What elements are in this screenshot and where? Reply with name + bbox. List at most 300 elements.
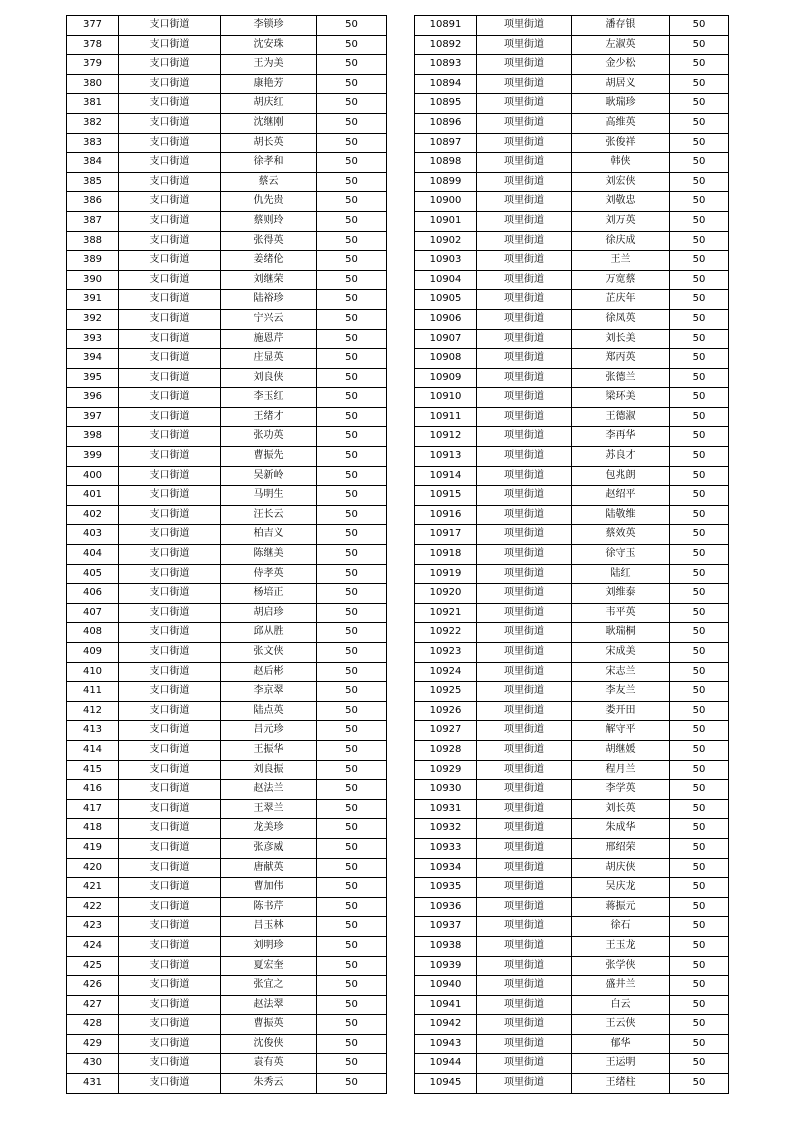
amount-cell: 50	[670, 74, 729, 94]
row-number-cell: 401	[67, 486, 119, 506]
table-row	[415, 231, 729, 251]
table-row	[415, 466, 729, 486]
table-row	[415, 995, 729, 1015]
amount-cell: 50	[317, 505, 387, 525]
amount-cell: 50	[670, 995, 729, 1015]
street-cell: 项里街道	[477, 976, 572, 996]
amount-cell: 50	[317, 936, 387, 956]
table-row	[415, 799, 729, 819]
amount-cell: 50	[670, 113, 729, 133]
amount-cell: 50	[317, 564, 387, 584]
name-cell: 刘长美	[572, 329, 670, 349]
amount-cell: 50	[670, 525, 729, 545]
street-cell: 支口街道	[119, 427, 221, 447]
street-cell: 支口街道	[119, 701, 221, 721]
name-cell: 王德淑	[572, 407, 670, 427]
street-cell: 支口街道	[119, 799, 221, 819]
amount-cell: 50	[670, 721, 729, 741]
amount-cell: 50	[317, 525, 387, 545]
amount-cell: 50	[670, 1074, 729, 1094]
amount-cell: 50	[670, 1034, 729, 1054]
amount-cell: 50	[670, 133, 729, 153]
row-number-cell: 383	[67, 133, 119, 153]
row-number-cell: 425	[67, 956, 119, 976]
amount-cell: 50	[670, 192, 729, 212]
row-number-cell: 10926	[415, 701, 477, 721]
name-cell: 蔡效英	[572, 525, 670, 545]
table-row	[67, 545, 387, 565]
name-cell: 施恩芹	[221, 329, 317, 349]
table-row	[415, 113, 729, 133]
name-cell: 韩侠	[572, 153, 670, 173]
amount-cell: 50	[670, 172, 729, 192]
name-cell: 陆裕珍	[221, 290, 317, 310]
table-row	[67, 760, 387, 780]
table-row	[67, 74, 387, 94]
amount-cell: 50	[317, 192, 387, 212]
amount-cell: 50	[317, 74, 387, 94]
name-cell: 杨培正	[221, 584, 317, 604]
name-cell: 郑丙英	[572, 349, 670, 369]
row-number-cell: 393	[67, 329, 119, 349]
row-number-cell: 10895	[415, 94, 477, 114]
table-row	[415, 427, 729, 447]
street-cell: 支口街道	[119, 94, 221, 114]
amount-cell: 50	[317, 643, 387, 663]
name-cell: 唐献英	[221, 858, 317, 878]
table-row	[415, 1034, 729, 1054]
street-cell: 项里街道	[477, 447, 572, 467]
amount-cell: 50	[317, 133, 387, 153]
table-row	[67, 838, 387, 858]
row-number-cell: 10913	[415, 447, 477, 467]
name-cell: 陈继美	[221, 545, 317, 565]
row-number-cell: 390	[67, 270, 119, 290]
street-cell: 项里街道	[477, 349, 572, 369]
name-cell: 胡庆侠	[572, 858, 670, 878]
table-row	[67, 1074, 387, 1094]
table-row	[415, 760, 729, 780]
street-cell: 支口街道	[119, 760, 221, 780]
amount-cell: 50	[670, 16, 729, 36]
name-cell: 张得英	[221, 231, 317, 251]
name-cell: 刘敬忠	[572, 192, 670, 212]
street-cell: 项里街道	[477, 545, 572, 565]
name-cell: 沈继刚	[221, 113, 317, 133]
amount-cell: 50	[317, 35, 387, 55]
table-row	[67, 682, 387, 702]
row-number-cell: 10944	[415, 1054, 477, 1074]
row-number-cell: 427	[67, 995, 119, 1015]
name-cell: 徐孝和	[221, 153, 317, 173]
street-cell: 项里街道	[477, 662, 572, 682]
name-cell: 仇先贵	[221, 192, 317, 212]
amount-cell: 50	[670, 349, 729, 369]
amount-cell: 50	[670, 545, 729, 565]
name-cell: 王振华	[221, 740, 317, 760]
table-row	[67, 388, 387, 408]
row-number-cell: 419	[67, 838, 119, 858]
street-cell: 项里街道	[477, 211, 572, 231]
street-cell: 项里街道	[477, 329, 572, 349]
amount-cell: 50	[670, 878, 729, 898]
row-number-cell: 389	[67, 251, 119, 271]
name-cell: 程月兰	[572, 760, 670, 780]
row-number-cell: 10945	[415, 1074, 477, 1094]
row-number-cell: 10928	[415, 740, 477, 760]
amount-cell: 50	[317, 113, 387, 133]
street-cell: 项里街道	[477, 799, 572, 819]
table-row	[67, 643, 387, 663]
row-number-cell: 10921	[415, 603, 477, 623]
name-cell: 梁环美	[572, 388, 670, 408]
name-cell: 邢绍荣	[572, 838, 670, 858]
street-cell: 支口街道	[119, 329, 221, 349]
row-number-cell: 10912	[415, 427, 477, 447]
row-number-cell: 377	[67, 16, 119, 36]
row-number-cell: 421	[67, 878, 119, 898]
table-row	[67, 603, 387, 623]
table-row	[415, 447, 729, 467]
table-row	[67, 407, 387, 427]
street-cell: 项里街道	[477, 760, 572, 780]
street-cell: 支口街道	[119, 936, 221, 956]
name-cell: 耿瑞珍	[572, 94, 670, 114]
table-row	[415, 780, 729, 800]
name-cell: 龙美珍	[221, 819, 317, 839]
row-number-cell: 420	[67, 858, 119, 878]
row-number-cell: 402	[67, 505, 119, 525]
name-cell: 王绪才	[221, 407, 317, 427]
name-cell: 白云	[572, 995, 670, 1015]
name-cell: 万宽蔡	[572, 270, 670, 290]
street-cell: 项里街道	[477, 838, 572, 858]
street-cell: 支口街道	[119, 956, 221, 976]
row-number-cell: 382	[67, 113, 119, 133]
street-cell: 项里街道	[477, 819, 572, 839]
row-number-cell: 10900	[415, 192, 477, 212]
table-row	[415, 878, 729, 898]
row-number-cell: 10909	[415, 368, 477, 388]
name-cell: 李锁珍	[221, 16, 317, 36]
street-cell: 支口街道	[119, 995, 221, 1015]
row-number-cell: 392	[67, 309, 119, 329]
row-number-cell: 430	[67, 1054, 119, 1074]
table-row	[67, 55, 387, 75]
table-row	[415, 936, 729, 956]
street-cell: 项里街道	[477, 309, 572, 329]
street-cell: 项里街道	[477, 55, 572, 75]
table-row	[67, 780, 387, 800]
street-cell: 项里街道	[477, 35, 572, 55]
name-cell: 张功英	[221, 427, 317, 447]
table-row	[415, 897, 729, 917]
amount-cell: 50	[317, 153, 387, 173]
table-row	[67, 721, 387, 741]
table-row	[67, 1034, 387, 1054]
amount-cell: 50	[317, 427, 387, 447]
amount-cell: 50	[670, 368, 729, 388]
row-number-cell: 10925	[415, 682, 477, 702]
street-cell: 项里街道	[477, 231, 572, 251]
row-number-cell: 10918	[415, 545, 477, 565]
street-cell: 支口街道	[119, 603, 221, 623]
table-row	[415, 643, 729, 663]
street-cell: 项里街道	[477, 1015, 572, 1035]
name-cell: 胡继媛	[572, 740, 670, 760]
amount-cell: 50	[317, 858, 387, 878]
table-row	[415, 701, 729, 721]
street-cell: 项里街道	[477, 153, 572, 173]
row-number-cell: 10902	[415, 231, 477, 251]
amount-cell: 50	[670, 799, 729, 819]
table-row	[67, 976, 387, 996]
street-cell: 项里街道	[477, 1074, 572, 1094]
row-number-cell: 416	[67, 780, 119, 800]
row-number-cell: 10934	[415, 858, 477, 878]
name-cell: 郁华	[572, 1034, 670, 1054]
amount-cell: 50	[670, 447, 729, 467]
street-cell: 支口街道	[119, 525, 221, 545]
street-cell: 支口街道	[119, 1074, 221, 1094]
row-number-cell: 400	[67, 466, 119, 486]
name-cell: 胡启珍	[221, 603, 317, 623]
row-number-cell: 10906	[415, 309, 477, 329]
table-row	[415, 623, 729, 643]
street-cell: 项里街道	[477, 623, 572, 643]
table-row	[67, 858, 387, 878]
street-cell: 项里街道	[477, 564, 572, 584]
street-cell: 支口街道	[119, 858, 221, 878]
name-cell: 王兰	[572, 251, 670, 271]
name-cell: 吴庆龙	[572, 878, 670, 898]
street-cell: 支口街道	[119, 153, 221, 173]
street-cell: 支口街道	[119, 878, 221, 898]
street-cell: 项里街道	[477, 251, 572, 271]
amount-cell: 50	[670, 603, 729, 623]
street-cell: 支口街道	[119, 780, 221, 800]
name-cell: 刘万英	[572, 211, 670, 231]
street-cell: 项里街道	[477, 897, 572, 917]
table-row	[415, 74, 729, 94]
name-cell: 刘长英	[572, 799, 670, 819]
row-number-cell: 411	[67, 682, 119, 702]
street-cell: 支口街道	[119, 407, 221, 427]
street-cell: 项里街道	[477, 368, 572, 388]
row-number-cell: 10905	[415, 290, 477, 310]
street-cell: 支口街道	[119, 819, 221, 839]
amount-cell: 50	[670, 329, 729, 349]
table-row	[67, 995, 387, 1015]
table-row	[67, 740, 387, 760]
name-cell: 张宜之	[221, 976, 317, 996]
table-row	[415, 956, 729, 976]
amount-cell: 50	[670, 427, 729, 447]
row-number-cell: 386	[67, 192, 119, 212]
name-cell: 张德兰	[572, 368, 670, 388]
name-cell: 吕元珍	[221, 721, 317, 741]
amount-cell: 50	[670, 858, 729, 878]
name-cell: 胡庆红	[221, 94, 317, 114]
table-row	[415, 917, 729, 937]
amount-cell: 50	[317, 819, 387, 839]
row-number-cell: 396	[67, 388, 119, 408]
amount-cell: 50	[317, 878, 387, 898]
table-row	[415, 1054, 729, 1074]
table-row	[415, 545, 729, 565]
name-cell: 宋成美	[572, 643, 670, 663]
street-cell: 支口街道	[119, 349, 221, 369]
name-cell: 王运明	[572, 1054, 670, 1074]
row-number-cell: 10932	[415, 819, 477, 839]
name-cell: 李再华	[572, 427, 670, 447]
street-cell: 支口街道	[119, 466, 221, 486]
table-row	[415, 270, 729, 290]
row-number-cell: 431	[67, 1074, 119, 1094]
amount-cell: 50	[670, 682, 729, 702]
name-cell: 芷庆年	[572, 290, 670, 310]
table-row	[415, 211, 729, 231]
street-cell: 支口街道	[119, 505, 221, 525]
amount-cell: 50	[317, 94, 387, 114]
row-number-cell: 394	[67, 349, 119, 369]
table-row	[415, 1074, 729, 1094]
row-number-cell: 414	[67, 740, 119, 760]
table-row	[415, 309, 729, 329]
name-cell: 赵后彬	[221, 662, 317, 682]
name-cell: 蔡云	[221, 172, 317, 192]
amount-cell: 50	[670, 270, 729, 290]
amount-cell: 50	[317, 1034, 387, 1054]
row-number-cell: 407	[67, 603, 119, 623]
amount-cell: 50	[670, 917, 729, 937]
amount-cell: 50	[317, 290, 387, 310]
row-number-cell: 10936	[415, 897, 477, 917]
table-row	[415, 153, 729, 173]
table-row	[415, 584, 729, 604]
table-row	[415, 1015, 729, 1035]
table-row	[67, 662, 387, 682]
name-cell: 徐凤英	[572, 309, 670, 329]
table-row	[67, 799, 387, 819]
row-number-cell: 397	[67, 407, 119, 427]
row-number-cell: 10930	[415, 780, 477, 800]
row-number-cell: 10914	[415, 466, 477, 486]
table-row	[67, 466, 387, 486]
table-row	[67, 192, 387, 212]
table-row	[67, 329, 387, 349]
name-cell: 曹振英	[221, 1015, 317, 1035]
row-number-cell: 10894	[415, 74, 477, 94]
row-number-cell: 403	[67, 525, 119, 545]
name-cell: 李学英	[572, 780, 670, 800]
street-cell: 项里街道	[477, 505, 572, 525]
amount-cell: 50	[317, 368, 387, 388]
street-cell: 项里街道	[477, 133, 572, 153]
street-cell: 支口街道	[119, 133, 221, 153]
amount-cell: 50	[317, 995, 387, 1015]
amount-cell: 50	[670, 662, 729, 682]
table-row	[67, 956, 387, 976]
name-cell: 陆红	[572, 564, 670, 584]
name-cell: 王绪柱	[572, 1074, 670, 1094]
row-number-cell: 384	[67, 153, 119, 173]
row-number-cell: 10927	[415, 721, 477, 741]
row-number-cell: 429	[67, 1034, 119, 1054]
amount-cell: 50	[670, 251, 729, 271]
street-cell: 项里街道	[477, 1034, 572, 1054]
street-cell: 项里街道	[477, 486, 572, 506]
row-number-cell: 10933	[415, 838, 477, 858]
table-row	[415, 505, 729, 525]
row-number-cell: 408	[67, 623, 119, 643]
row-number-cell: 10892	[415, 35, 477, 55]
name-cell: 汪长云	[221, 505, 317, 525]
name-cell: 朱秀云	[221, 1074, 317, 1094]
name-cell: 包兆朗	[572, 466, 670, 486]
street-cell: 项里街道	[477, 16, 572, 36]
table-row	[415, 838, 729, 858]
row-number-cell: 405	[67, 564, 119, 584]
name-cell: 宁兴云	[221, 309, 317, 329]
amount-cell: 50	[317, 662, 387, 682]
name-cell: 邱从胜	[221, 623, 317, 643]
name-cell: 潘存银	[572, 16, 670, 36]
street-cell: 支口街道	[119, 211, 221, 231]
street-cell: 项里街道	[477, 584, 572, 604]
street-cell: 项里街道	[477, 858, 572, 878]
street-cell: 项里街道	[477, 740, 572, 760]
row-number-cell: 412	[67, 701, 119, 721]
amount-cell: 50	[670, 740, 729, 760]
street-cell: 支口街道	[119, 251, 221, 271]
row-number-cell: 378	[67, 35, 119, 55]
table-row	[67, 564, 387, 584]
name-cell: 张彦威	[221, 838, 317, 858]
name-cell: 沈俊侠	[221, 1034, 317, 1054]
street-cell: 支口街道	[119, 74, 221, 94]
table-row	[67, 153, 387, 173]
amount-cell: 50	[670, 819, 729, 839]
row-number-cell: 10924	[415, 662, 477, 682]
row-number-cell: 413	[67, 721, 119, 741]
name-cell: 刘良侠	[221, 368, 317, 388]
street-cell: 项里街道	[477, 270, 572, 290]
amount-cell: 50	[670, 643, 729, 663]
street-cell: 项里街道	[477, 936, 572, 956]
table-row	[67, 819, 387, 839]
street-cell: 支口街道	[119, 192, 221, 212]
street-cell: 支口街道	[119, 388, 221, 408]
name-cell: 康艳芳	[221, 74, 317, 94]
amount-cell: 50	[317, 270, 387, 290]
row-number-cell: 10893	[415, 55, 477, 75]
amount-cell: 50	[317, 1054, 387, 1074]
table-row	[415, 662, 729, 682]
amount-cell: 50	[317, 55, 387, 75]
table-row	[67, 897, 387, 917]
row-number-cell: 391	[67, 290, 119, 310]
table-row	[67, 309, 387, 329]
table-row	[415, 564, 729, 584]
name-cell: 王玉龙	[572, 936, 670, 956]
row-number-cell: 380	[67, 74, 119, 94]
amount-cell: 50	[317, 1015, 387, 1035]
table-row	[415, 486, 729, 506]
amount-cell: 50	[670, 486, 729, 506]
table-row	[67, 270, 387, 290]
amount-cell: 50	[317, 584, 387, 604]
